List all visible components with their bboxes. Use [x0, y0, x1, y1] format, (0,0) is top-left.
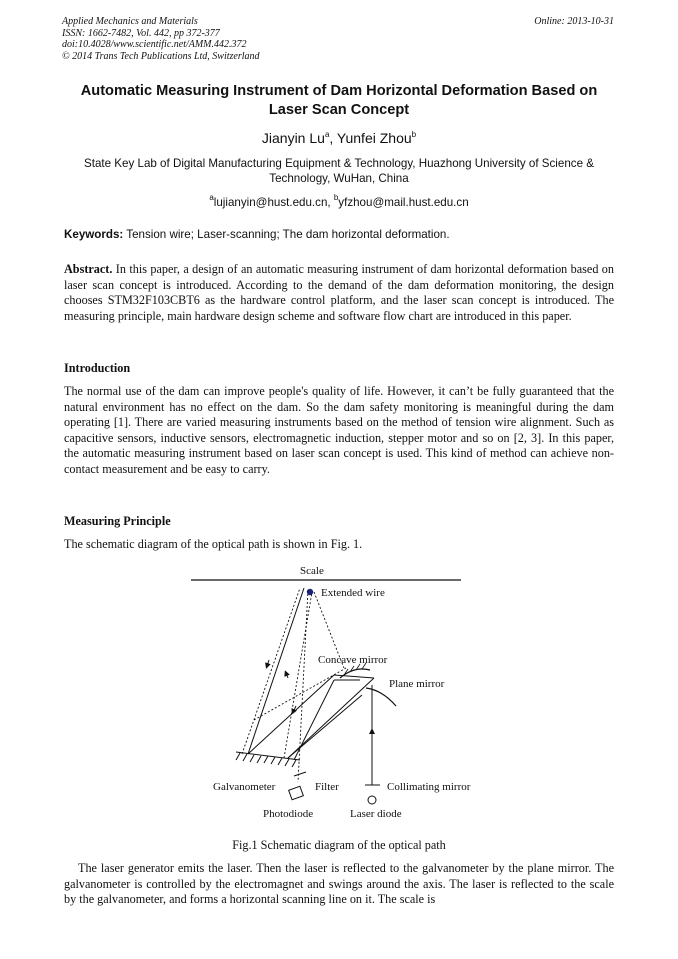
introduction-heading: Introduction [64, 361, 131, 375]
email-1: lujianyin@hust.edu.cn, [213, 196, 334, 209]
affiliation: State Key Lab of Digital Manufacturing Equipment & Technology, Huazhong University of Science & Technology, WuHan, China [84, 157, 594, 185]
label-scale: Scale [300, 565, 324, 577]
journal-header [62, 16, 614, 62]
label-filter: Filter [315, 781, 339, 793]
measuring-principle-heading: Measuring Principle [64, 514, 171, 528]
online-date: Online: 2013-10-31 [534, 16, 614, 27]
email-2-sup: b [333, 193, 339, 202]
label-extended-wire: Extended wire [321, 587, 385, 599]
direction-arrows [267, 660, 372, 736]
measuring-principle-paragraph: The schematic diagram of the optical path is shown in Fig. 1. [64, 537, 363, 551]
paper-title: Automatic Measuring Instrument of Dam Horizontal Deformation Based on Laser Scan Concept [80, 83, 598, 118]
author-2: Yunfei Zhou [336, 130, 412, 146]
email-2: yfzhou@mail.hust.edu.cn [338, 196, 469, 209]
plane-mirror [366, 688, 396, 706]
keywords [64, 228, 614, 241]
optical-path-figure [184, 560, 484, 830]
journal-name: Applied Mechanics and Materials [62, 16, 198, 27]
photodiode-box [289, 786, 304, 800]
keywords-label: Keywords: [64, 228, 124, 241]
introduction-paragraph: The normal use of the dam can improve people's quality of life. However, it can’t be fully guaranteed that the natural environment has no effect on the dam. So the dam safety monitoring is meaningful during the dam operating [1]. There are varied measuring instruments based on the method of tension wire alignment. Such as capacitive sensors, inductive sensors, electromagnetic induction, stepper motor and so on [2, 3]. In this paper, the automatic measuring instrument based on laser scan concept is used. This kind of method can achieve non-contact measurement and be easy to carry. [64, 384, 614, 476]
author-separator: , [329, 130, 337, 146]
email-line [0, 193, 678, 209]
header-left [62, 16, 614, 62]
figure-caption: Fig.1 Schematic diagram of the optical path [232, 838, 446, 852]
author-line [0, 130, 678, 146]
body-paragraph: The laser generator emits the laser. Then the laser is reflected to the galvanometer by the plane mirror. The galvanometer is controlled by the electromagnet and swings around the axis. The laser is reflected to the scale by the galvanometer, and forms a horizontal scanning line on it. The scale is [64, 861, 614, 907]
label-laser-diode: Laser diode [350, 808, 402, 820]
label-collimating-mirror: Collimating mirror [387, 781, 471, 793]
filter-line [294, 772, 306, 776]
label-galvanometer: Galvanometer [213, 781, 276, 793]
keywords-text: Tension wire; Laser-scanning; The dam horizontal deformation. [123, 228, 450, 241]
issn-line: ISSN: 1662-7482, Vol. 442, pp 372-377 [62, 27, 220, 39]
author-1: Jianyin Lu [261, 130, 325, 146]
label-concave-mirror: Concave mirror [318, 654, 388, 666]
label-plane-mirror: Plane mirror [389, 678, 445, 690]
label-photodiode: Photodiode [263, 808, 314, 820]
author-2-sup: b [411, 130, 417, 139]
email-1-sup: a [209, 193, 214, 202]
galvanometer-mirror [236, 752, 300, 767]
laser-diode-symbol [368, 796, 376, 804]
abstract-text: In this paper, a design of an automatic measuring instrument of dam horizontal deformation based on laser scan concept is introduced. According to the demand of the dam deformation monitoring, the design chooses STM32F103CBT6 as the hardware control platform, and the laser scan concept is introduced. The measuring principle, main hardware design scheme and software flow chart are introduced in this paper. [64, 262, 614, 323]
author-1-sup: a [324, 130, 330, 139]
copyright-line: © 2014 Trans Tech Publications Ltd, Switzerland [62, 50, 260, 62]
doi-line: doi:10.4028/www.scientific.net/AMM.442.372 [62, 39, 247, 50]
abstract-paragraph [64, 262, 614, 324]
abstract-label: Abstract. [64, 262, 113, 276]
